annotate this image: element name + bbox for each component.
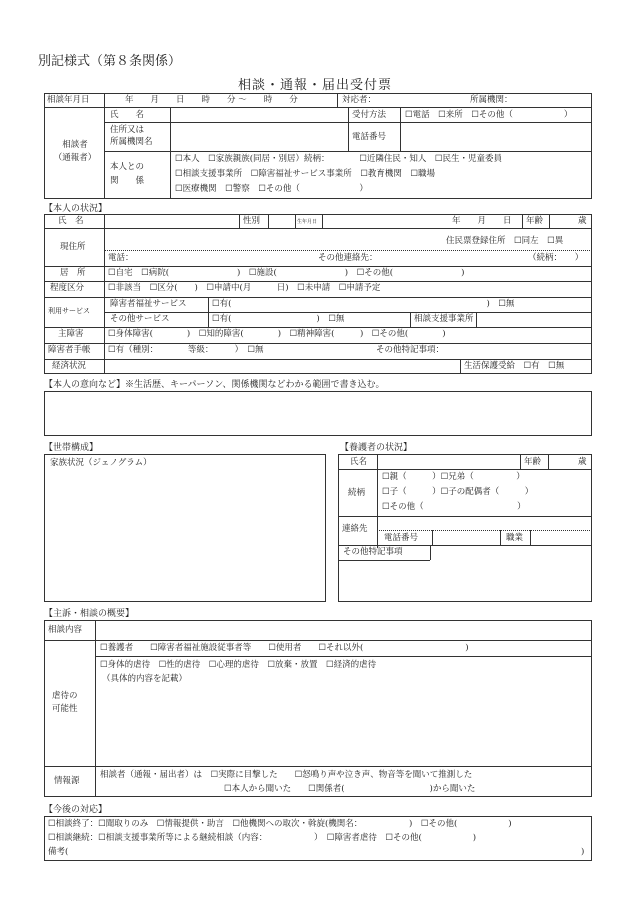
sex-label: 性別 [243, 216, 261, 226]
other-contact: その他連絡先： [318, 253, 378, 263]
relation-paren[interactable]: （続柄： ） [528, 253, 584, 263]
age-unit: 歳 [578, 216, 587, 226]
handler-label: 対応者： [342, 95, 377, 105]
source-label: 情報源 [54, 776, 80, 786]
guardian-phone-label: 電話番号 [384, 533, 419, 543]
relation-label: 本人との 関 係 [110, 162, 145, 186]
consultant-label: 相談者 （通報者） [53, 140, 97, 163]
method-label: 受付方法 [352, 110, 387, 120]
disability-options[interactable]: ☐身体障害( ) ☐知的障害( ) ☐精神障害( ) ☐その他( ) [108, 329, 446, 339]
handbook-options[interactable]: ☐有（種別： 等級： ） ☐無 [108, 345, 264, 355]
future-line2[interactable]: ☐相談継続：☐相談支援事業所等による継続相談（内容： ） ☐障害者虐待 ☐その他( ) [48, 833, 477, 843]
intent-box[interactable] [44, 391, 592, 436]
source-line2[interactable]: ☐本人から聞いた ☐関係者( )から聞いた [224, 784, 476, 794]
future-remarks[interactable]: 備考( [48, 847, 69, 857]
birth-label: 生年月日 [297, 219, 318, 225]
registry-address[interactable]: 住民票登録住所 ☐同左 ☐異 [446, 236, 564, 246]
phone-label: 電話： [108, 253, 134, 263]
genogram-box[interactable] [44, 454, 326, 602]
support-office-label: 相談支援事業所 [414, 314, 474, 324]
welfare-benefit[interactable]: 生活保護受給 ☐有 ☐無 [464, 361, 565, 371]
birth-fields[interactable]: 年 月 日 [452, 216, 512, 226]
abuser-options[interactable]: ☐養護者 ☐障害者福祉施設従事者等 ☐使用者 ☐それ以外( ) [100, 643, 469, 653]
welfare-service-label: 障害者福祉サービス [110, 299, 187, 309]
future-section-title: 【今後の対応】 [44, 805, 108, 815]
household-section-title: 【世帯構成】 [44, 443, 99, 453]
guardian-contact-label: 連絡先 [342, 524, 368, 534]
address-label: 現住所 [60, 242, 86, 252]
other-service-options[interactable]: ☐有( ) ☐無 [212, 314, 345, 324]
guardian-relation-line2[interactable]: ☐子（ ）☐子の配偶者（ ） [382, 487, 534, 497]
method-options[interactable]: ☐電話 ☐来所 ☐その他（ ） [405, 110, 573, 120]
relation-line2[interactable]: ☐相談支援事業所 ☐障害福祉サービス事業所 ☐教育機関 ☐職場 [175, 169, 435, 179]
guardian-name-label: 氏名 [350, 457, 368, 467]
guardian-job-label: 職業 [506, 533, 524, 543]
guardian-relation-label: 続柄 [348, 488, 366, 498]
age-label: 年齢 [526, 216, 544, 226]
abuse-types[interactable]: ☐身体的虐待 ☐性的虐待 ☐心理的虐待 ☐放棄・放置 ☐経済的虐待 [100, 660, 377, 670]
guardian-notes-label: その他特記事項 [343, 547, 403, 557]
phone-label: 電話番号 [352, 132, 387, 142]
org-label: 所属機関： [470, 95, 513, 105]
name-label: 氏 名 [110, 110, 145, 120]
level-label: 程度区分 [50, 283, 85, 293]
summary-section-title: 【主訴・相談の概要】 [44, 609, 135, 619]
relation-line1[interactable]: ☐本人 ☐家族親族(同居・別居）続柄： ☐近隣住民・知人 ☐民生・児童委員 [175, 154, 503, 164]
genogram-label: 家族状況（ジェノグラム） [50, 458, 152, 468]
relation-line3[interactable]: ☐医療機関 ☐警察 ☐その他（ ） [175, 184, 368, 194]
intent-section-title: 【本人の意向など】※生活歴、キーパーソン、関係機関などわかる範囲で書き込む。 [44, 380, 385, 390]
abuse-label: 虐待の 可能性 [52, 691, 78, 714]
other-service-label: その他サービス [110, 314, 170, 324]
content-label: 相談内容 [48, 625, 83, 635]
economy-label: 経済状況 [52, 361, 87, 371]
disability-label: 主障害 [58, 329, 84, 339]
date-fields[interactable]: 年 月 日 時 分 〜 時 分 [125, 95, 298, 105]
residence-options[interactable]: ☐自宅 ☐病院( ) ☐施設( ) ☐その他( ) [108, 268, 465, 278]
special-notes-label: その他特記事項： [376, 345, 445, 355]
form-id: 別記様式（第８条関係） [38, 54, 182, 69]
guardian-relation-line3[interactable]: ☐その他（ ） [382, 502, 526, 512]
person-section-title: 【本人の状況】 [44, 204, 108, 214]
future-remarks-close: ) [581, 847, 585, 857]
address-label: 住所又は 所属機関名 [110, 125, 153, 147]
residence-label: 居 所 [60, 268, 86, 278]
welfare-service-options[interactable]: ☐有( ) ☐無 [212, 299, 515, 309]
page-title: 相談・通報・届出受付票 [237, 78, 392, 93]
guardian-age-label: 年齢 [524, 457, 542, 467]
service-label: 利用サービス [48, 307, 90, 315]
date-label: 相談年月日 [47, 95, 90, 105]
abuse-detail: （具体的内容を記載） [102, 674, 188, 684]
guardian-section-title: 【養護者の状況】 [340, 443, 413, 453]
guardian-relation-line1[interactable]: ☐親（ ）☐兄弟（ ） [382, 472, 525, 482]
guardian-age-unit: 歳 [578, 457, 587, 467]
handbook-label: 障害者手帳 [48, 345, 91, 355]
source-line1[interactable]: 相談者（通報・届出者）は ☐実際に目撃した ☐怒鳴り声や泣き声、物音等を聞いて推測した [100, 770, 473, 780]
level-options[interactable]: ☐非該当 ☐区分( ) ☐申請中(月 日) ☐未申請 ☐申請予定 [108, 283, 381, 293]
future-line1[interactable]: ☐相談終了：☐聞取りのみ ☐情報提供・助言 ☐他機関への取次・斡旋(機関名： ) ☐その他( ) [48, 819, 512, 829]
person-name-label: 氏 名 [58, 216, 84, 226]
